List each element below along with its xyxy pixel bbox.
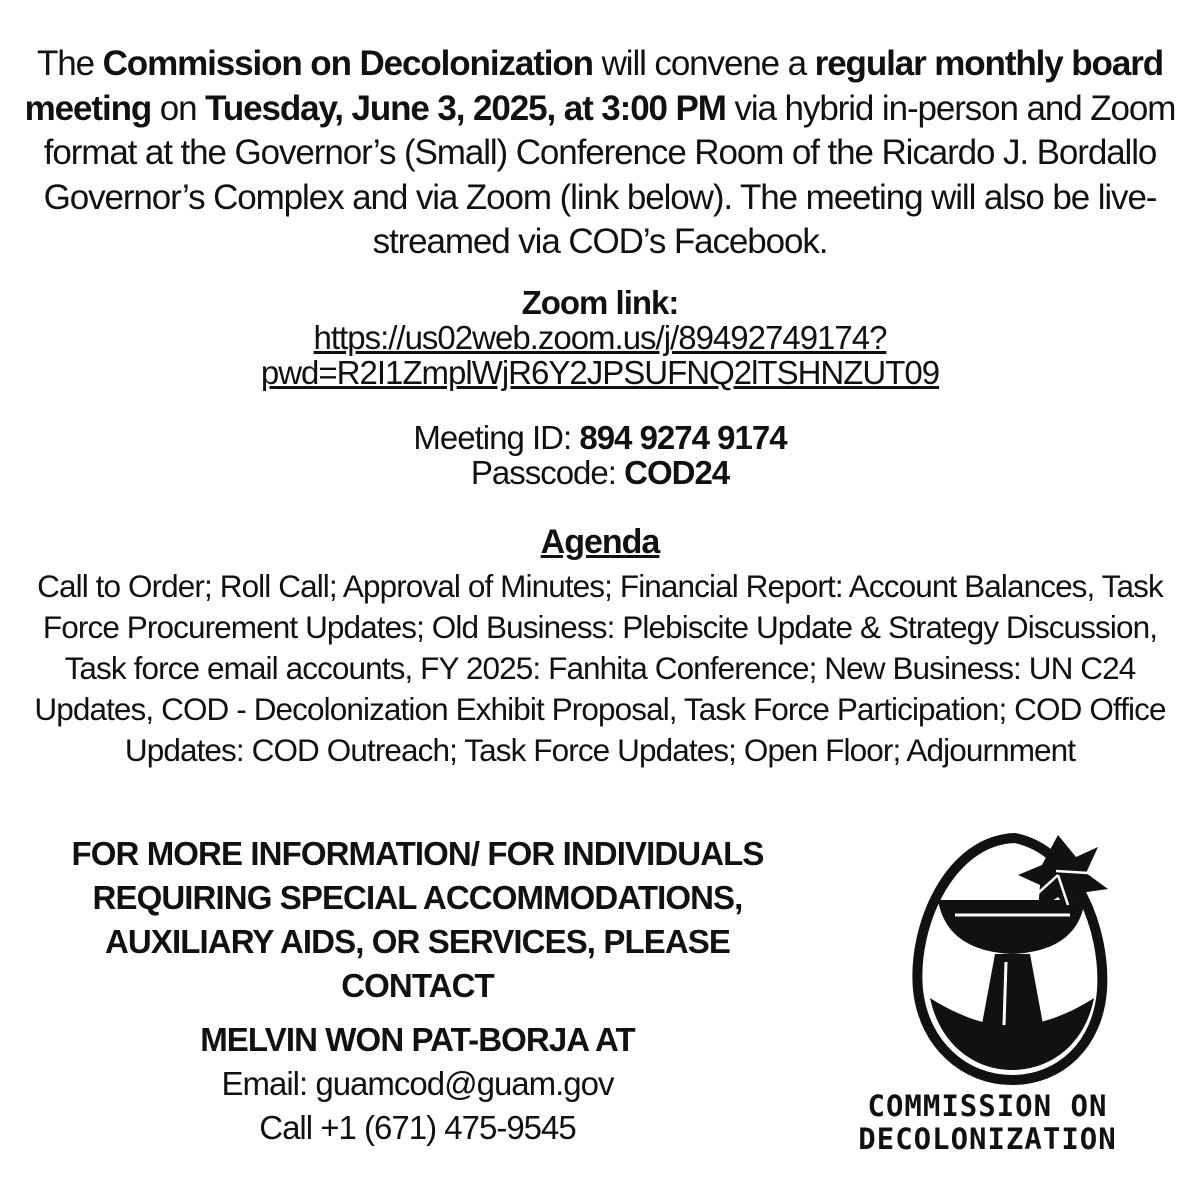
contact-name: MELVIN WON PAT-BORJA AT [200, 1021, 635, 1058]
contact-heading-line-3: AUXILIARY AIDS, OR SERVICES, PLEASE [105, 923, 730, 960]
meeting-announcement [20, 42, 1180, 265]
zoom-link-line-1: https://us02web.zoom.us/j/89492749174? [313, 319, 887, 356]
zoom-title: Zoom link: [521, 284, 679, 321]
passcode-row [20, 455, 1180, 490]
meeting-type: regular monthly board meeting [24, 44, 1164, 128]
logo-text-line-1: COMMISSION ON [867, 1089, 1108, 1123]
organization-name: Commission on Decolonization [102, 44, 593, 83]
zoom-link[interactable] [20, 320, 1180, 390]
intro-text-2: will convene a [592, 44, 815, 83]
intro-text-4: via hybrid in-person and Zoom format at the Governor’s (Small) Conference Room of the Ricardo J. Bordallo Governor’s Complex and via Zoom (link below). The meeting will also be live-streamed via COD’s Facebook. [43, 88, 1176, 261]
meeting-datetime: Tuesday, June 3, 2025, at 3:00 PM [205, 88, 726, 128]
agenda-body: Call to Order; Roll Call; Approval of Minutes; Financial Report: Account Balances, Task Force Procurement Updates; Old Business: Plebiscite Update & Strategy Discussion, Task force email accounts, FY 2025: Fanhita Conference; New Business: UN C24 Updates, COD - Decolonization Exhibit Proposal, Task Force Participation; COD Office Updates: COD Outreach; Task Force Updates; Open Floor; Adjournment [34, 568, 1166, 768]
intro-text-1: The [36, 44, 103, 83]
meeting-id-row [20, 420, 1180, 455]
meeting-id-label: Meeting ID: [413, 419, 580, 456]
intro-text-3: on [151, 88, 206, 128]
logo-text-line-2: DECOLONIZATION [858, 1122, 1117, 1156]
contact-section [20, 832, 815, 1150]
meeting-id-value: 894 9274 9174 [579, 419, 787, 456]
contact-heading-line-1: FOR MORE INFORMATION/ FOR INDIVIDUALS [71, 835, 764, 872]
passcode-value: COD24 [624, 454, 730, 491]
contact-heading-line-2: REQUIRING SPECIAL ACCOMMODATIONS, [92, 879, 743, 916]
commission-logo-text [820, 1090, 1155, 1156]
commission-seal-icon [880, 830, 1140, 1090]
contact-email[interactable]: Email: guamcod@guam.gov [221, 1065, 614, 1102]
passcode-label: Passcode: [470, 454, 625, 491]
agenda-title: Agenda [540, 523, 660, 561]
contact-heading [20, 832, 815, 1008]
zoom-section [20, 285, 1180, 390]
contact-heading-line-4: CONTACT [341, 967, 494, 1004]
contact-phone[interactable]: Call +1 (671) 475-9545 [259, 1109, 576, 1146]
zoom-link-line-2: pwd=R2I1ZmplWjR6Y2JPSUFNQ2lTSHNZUT09 [260, 354, 940, 391]
meeting-credentials [20, 420, 1180, 490]
agenda-heading [20, 522, 1180, 562]
